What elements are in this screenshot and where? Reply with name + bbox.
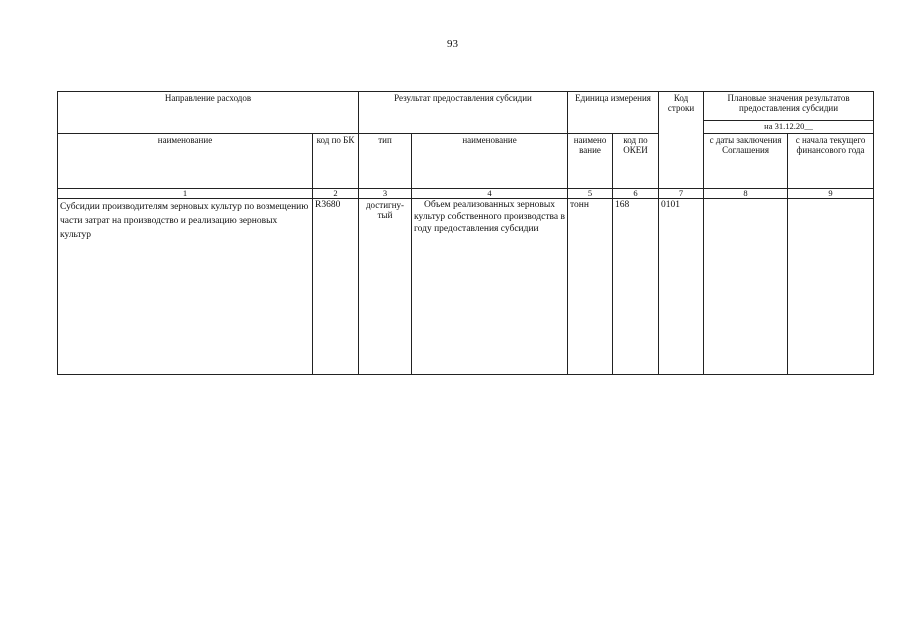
row-line-code: 0101: [659, 198, 704, 374]
row-okei-code: 168: [613, 198, 659, 374]
header-result: Результат предоставления субсидии: [359, 92, 568, 134]
row-from-year-start: [788, 198, 874, 374]
header-direction: Направление расходов: [58, 92, 359, 134]
subheader-budget-code: код по БК: [313, 133, 359, 188]
column-number: 8: [704, 188, 788, 198]
column-number: 7: [659, 188, 704, 198]
subsidy-results-table: [57, 91, 874, 375]
column-number: 5: [568, 188, 613, 198]
table-subheader-row: [58, 133, 874, 188]
column-number: 9: [788, 188, 874, 198]
column-number: 1: [58, 188, 313, 198]
subheader-result-type: тип: [359, 133, 412, 188]
header-planned-date: на 31.12.20__: [704, 121, 874, 134]
table-row: [58, 198, 874, 374]
row-direction-name: Субсидии производителям зерновых культур по возмещению части затрат на производство и реализацию зерновых культур: [58, 198, 313, 374]
subheader-okei-code: код по ОКЕИ: [613, 133, 659, 188]
row-result-type: достигну-тый: [359, 198, 412, 374]
subheader-direction-name: наименование: [58, 133, 313, 188]
page-number: 93: [447, 38, 458, 50]
column-number-row: [58, 188, 874, 198]
row-result-name: Объем реализованных зерновых культур собственного производства в году предоставления субсидии: [412, 198, 568, 374]
column-number: 2: [313, 188, 359, 198]
row-from-agreement: [704, 198, 788, 374]
column-number: 6: [613, 188, 659, 198]
subheader-result-name: наименование: [412, 133, 568, 188]
subheader-from-agreement: с даты заключения Соглашения: [704, 133, 788, 188]
header-unit: Единица измерения: [568, 92, 659, 134]
row-budget-code: R3680: [313, 198, 359, 374]
column-number: 4: [412, 188, 568, 198]
table-header-row: [58, 92, 874, 121]
subheader-from-year-start: с начала текущего финансового года: [788, 133, 874, 188]
row-unit-name: тонн: [568, 198, 613, 374]
column-number: 3: [359, 188, 412, 198]
subheader-unit-name: наимено вание: [568, 133, 613, 188]
header-planned: Плановые значения результатов предоставления субсидии: [704, 92, 874, 121]
header-line-code: Код строки: [659, 92, 704, 189]
